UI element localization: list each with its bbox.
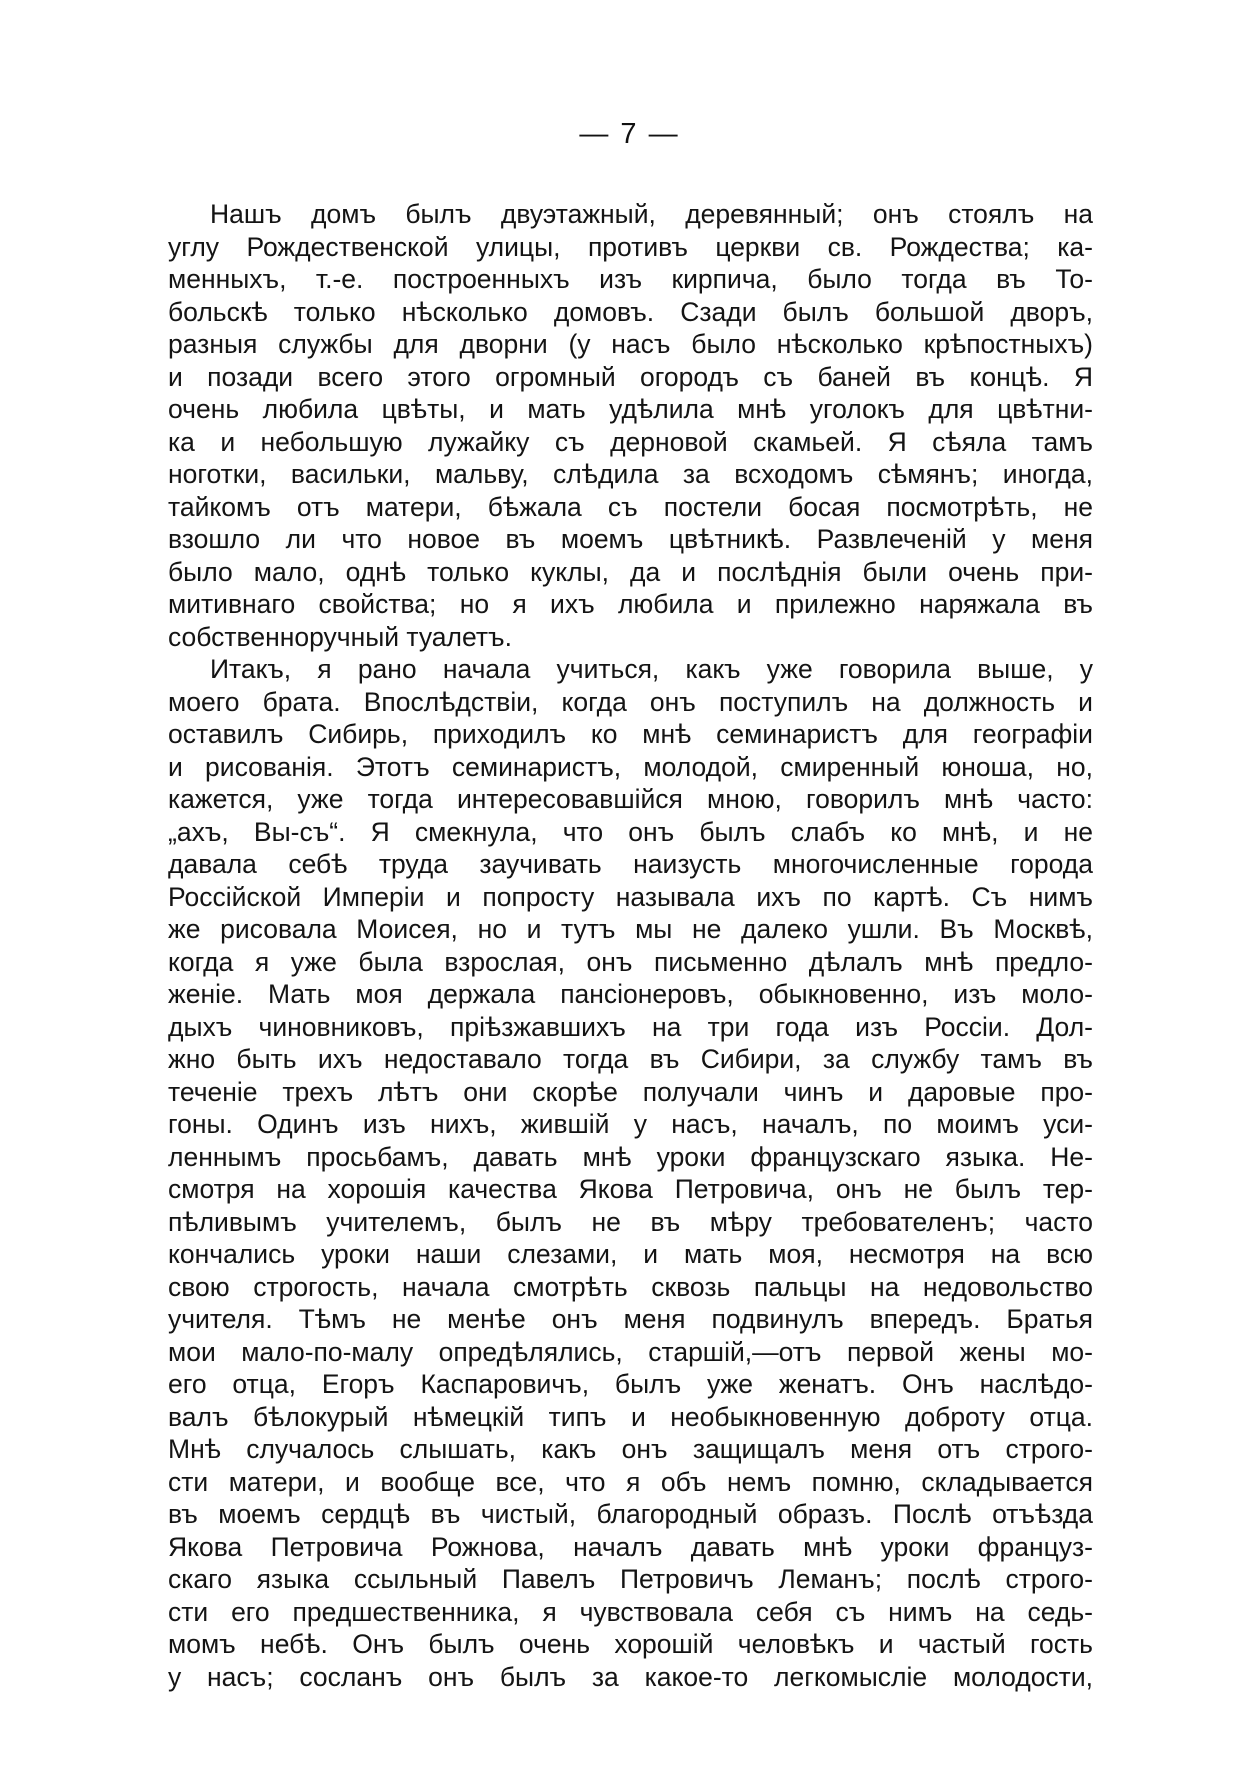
text-line: менныхъ, т.-е. построенныхъ изъ кирпича, было тогда въ То- — [168, 264, 1093, 294]
text-line: давала себѣ труда заучивать наизусть многочисленные города — [168, 849, 1093, 879]
text-line: и позади всего этого огромный огородъ съ баней въ концѣ. Я — [168, 361, 1093, 392]
text-line: и рисованія. Этотъ семинаристъ, молодой, смиренный юноша, но, — [168, 751, 1093, 782]
text-line: митивнаго свойства; но я ихъ любила и прилежно наряжала въ — [168, 589, 1093, 619]
text-line: очень любила цвѣты, и мать удѣлила мнѣ уголокъ для цвѣтни- — [168, 394, 1093, 424]
text-line: „ахъ, Вы-съ“. Я смекнула, что онъ былъ слабъ ко мнѣ, и не — [168, 816, 1093, 847]
text-line: валъ бѣлокурый нѣмецкій типъ и необыкновенную доброту отца. — [168, 1401, 1093, 1432]
text-line: ноготки, васильки, мальву, слѣдила за всходомъ сѣмянъ; иногда, — [168, 459, 1093, 489]
text-line: свою строгость, начала смотрѣть сквозь пальцы на недовольство — [168, 1271, 1093, 1302]
text-line: пѣливымъ учителемъ, былъ не въ мѣру требователенъ; часто — [168, 1206, 1093, 1237]
text-line: у насъ; сосланъ онъ былъ за какое-то легкомысліе молодости, — [168, 1661, 1093, 1692]
text-line: его отца, Егоръ Каспаровичъ, былъ уже женатъ. Онъ наслѣдо- — [168, 1369, 1093, 1399]
text-line: Нашъ домъ былъ двуэтажный, деревянный; онъ стоялъ на — [210, 199, 1093, 229]
text-line: скаго языка ссыльный Павелъ Петровичъ Леманъ; послѣ строго- — [168, 1564, 1093, 1594]
text-line: Якова Петровича Рожнова, началъ давать мнѣ уроки француз- — [168, 1531, 1093, 1562]
text-line: взошло ли что новое въ моемъ цвѣтникѣ. Развлеченій у меня — [168, 524, 1093, 554]
text-line: больскѣ только нѣсколько домовъ. Сзади былъ большой дворъ, — [168, 296, 1093, 327]
text-line: углу Рождественской улицы, противъ церкви св. Рождества; ка- — [168, 231, 1093, 262]
text-line: сти матери, и вообще все, что я объ немъ помню, складывается — [168, 1466, 1093, 1497]
text-line: момъ небѣ. Онъ былъ очень хорошій человѣкъ и частый гость — [168, 1629, 1093, 1659]
text-line: женіе. Мать моя держала пансіонеровъ, обыкновенно, изъ моло- — [168, 979, 1093, 1009]
text-line: гоны. Одинъ изъ нихъ, жившій у насъ, началъ, по моимъ уси- — [168, 1109, 1093, 1139]
text-line: сти его предшественника, я чувствовала себя съ нимъ на седь- — [168, 1596, 1093, 1627]
text-line: тайкомъ отъ матери, бѣжала съ постели босая посмотрѣть, не — [168, 491, 1093, 522]
text-line: жно быть ихъ недоставало тогда въ Сибири, за службу тамъ въ — [168, 1044, 1093, 1074]
text-line: Россійской Имперіи и попросту называла ихъ по картѣ. Съ нимъ — [168, 881, 1093, 912]
text-line: ка и небольшую лужайку съ дерновой скамьей. Я сѣяла тамъ — [168, 426, 1093, 457]
text-line: учителя. Тѣмъ не менѣе онъ меня подвинулъ впередъ. Братья — [168, 1304, 1093, 1334]
text-line: дыхъ чиновниковъ, пріѣзжавшихъ на три года изъ Россіи. Дол- — [168, 1011, 1093, 1042]
text-line: смотря на хорошія качества Якова Петровича, онъ не былъ тер- — [168, 1174, 1093, 1204]
text-line: разныя службы для дворни (у насъ было нѣсколько крѣпостныхъ) — [168, 329, 1093, 359]
text-line: леннымъ просьбамъ, давать мнѣ уроки французскаго языка. Не- — [168, 1141, 1093, 1172]
text-line: теченіе трехъ лѣтъ они скорѣе получали чинъ и даровые про- — [168, 1076, 1093, 1107]
text-line: кажется, уже тогда интересовавшійся мною, говорилъ мнѣ часто: — [168, 784, 1093, 814]
page-number: — 7 — — [579, 118, 680, 150]
text-line: оставилъ Сибирь, приходилъ ко мнѣ семинаристъ для географіи — [168, 719, 1093, 749]
text-line: же рисовала Моисея, но и тутъ мы не далеко ушли. Въ Москвѣ, — [168, 914, 1093, 944]
body-text — [168, 198, 1093, 1693]
text-line: моего брата. Впослѣдствіи, когда онъ поступилъ на должность и — [168, 686, 1093, 717]
text-line: было мало, однѣ только куклы, да и послѣднія были очень при- — [168, 556, 1093, 587]
text-line: кончались уроки наши слезами, и мать моя, несмотря на всю — [168, 1239, 1093, 1269]
text-line: собственноручный туалетъ. — [168, 621, 512, 652]
text-line: Итакъ, я рано начала учиться, какъ уже говорила выше, у — [210, 654, 1093, 684]
text-line: въ моемъ сердцѣ въ чистый, благородный образъ. Послѣ отъѣзда — [168, 1499, 1093, 1529]
text-line: Мнѣ случалось слышать, какъ онъ защищалъ меня отъ строго- — [168, 1434, 1093, 1464]
text-line: когда я уже была взрослая, онъ письменно дѣлалъ мнѣ предло- — [168, 946, 1093, 977]
text-line: мои мало-по-малу опредѣлялись, старшій,—отъ первой жены мо- — [168, 1336, 1093, 1367]
